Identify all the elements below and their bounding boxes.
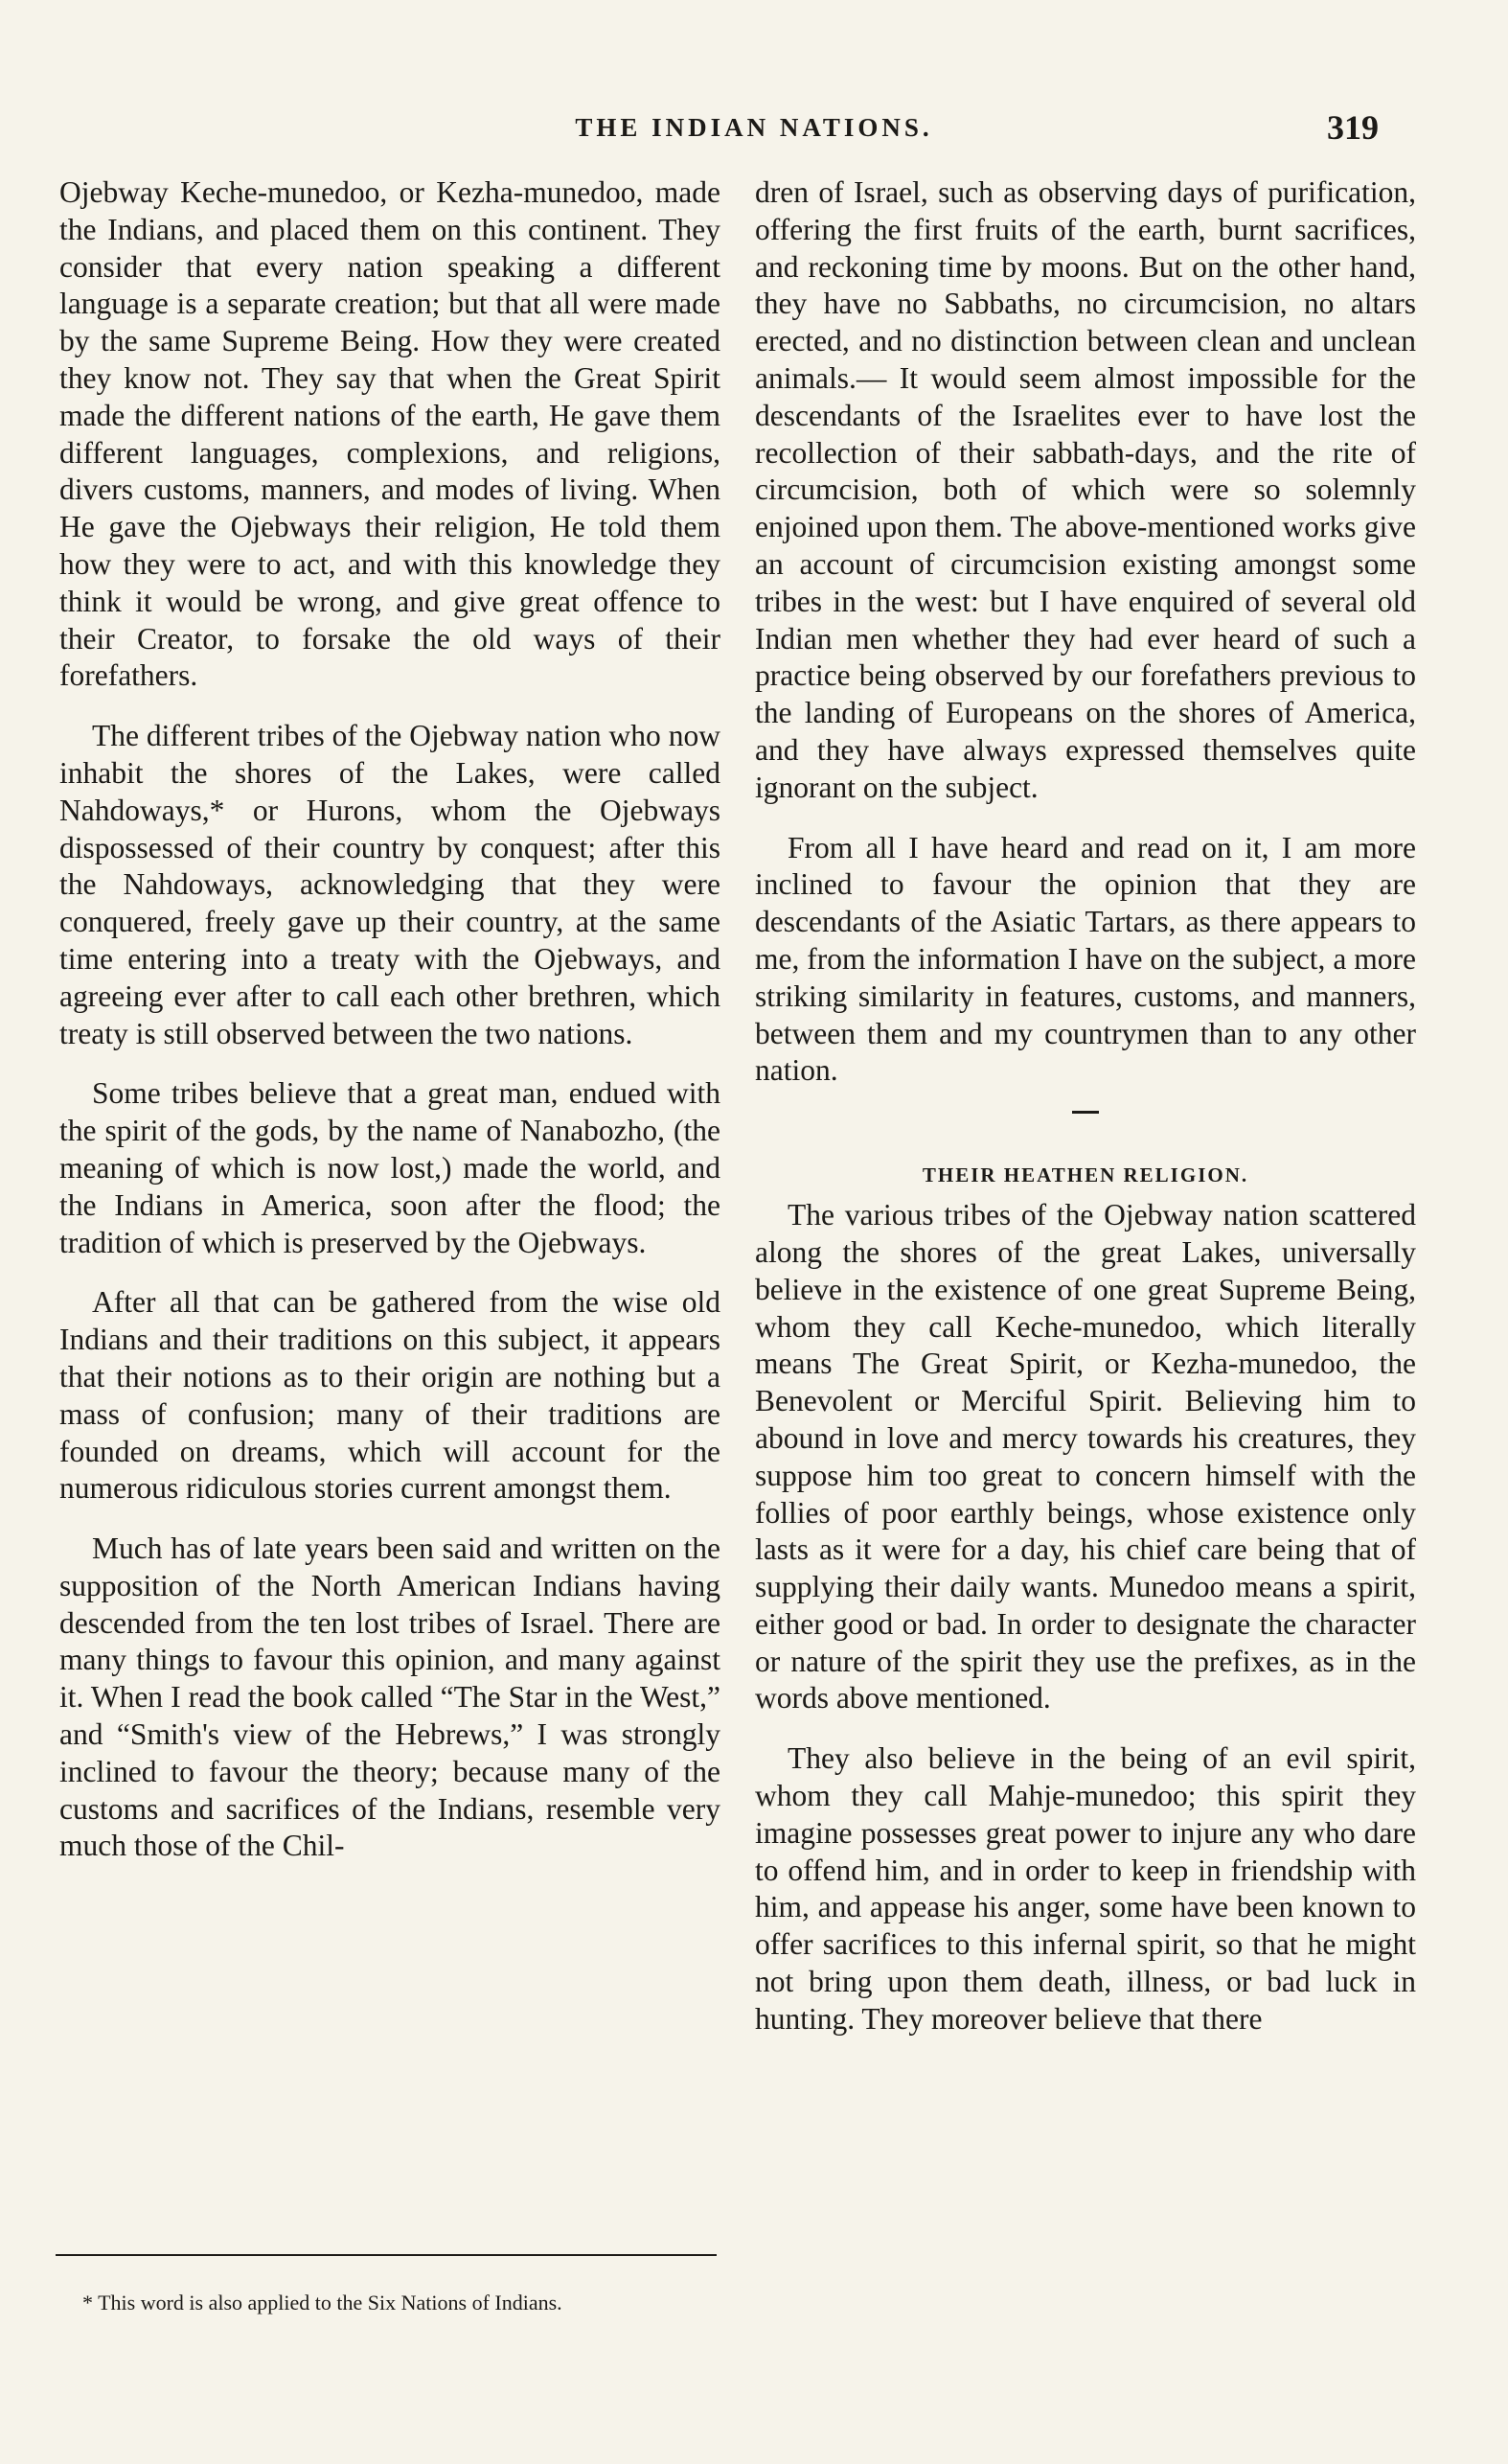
paragraph: From all I have heard and read on it, I am more inclined to favour the opinion that they are descendants of the Asiatic Tartars, as there appears to me, from the information I have on the subject, a more striking similarity in features, customs, and manners, between them and my countrymen than to any other nation.	[755, 830, 1416, 1088]
paragraph: After all that can be gathered from the wise old Indians and their traditions on this subject, it appears that their notions as to their origin are nothing but a mass of confusion; many of their traditions are founded on dreams, which will account for the numerous ridiculous stories current amongst them.	[59, 1285, 720, 1506]
paragraph: Some tribes believe that a great man, endued with the spirit of the gods, by the name of Nanabozho, (the meaning of which is now lost,) made the world, and the Indians in America, soon after the flood; the tradition of which is preserved by the Ojebways.	[59, 1076, 720, 1259]
right-column	[755, 174, 1416, 2038]
section-heading: THEIR HEATHEN RELIGION.	[922, 1163, 1249, 1187]
section-divider	[1072, 1111, 1099, 1114]
page-header	[0, 108, 1508, 161]
paragraph: Much has of late years been said and written on the supposition of the North American Indians having descended from the ten lost tribes of Israel. There are many things to favour this opinion, and many against it. When I read the book called “The Star in the West,” and “Smith's view of the Hebrews,” I was strongly inclined to favour the theory; because many of the customs and sacrifices of the Indians, resemble very much those of the Chil-	[59, 1531, 720, 1863]
paragraph: The different tribes of the Ojebway nation who now inhabit the shores of the Lakes, were called Nahdoways,* or Hurons, whom the Ojebways dispossessed of their country by conquest; after this the Nahdoways, acknowledging that they were conquered, freely gave up their country, at the same time entering into a treaty with the Ojebways, and agreeing ever after to call each other brethren, which treaty is still observed between the two nations.	[59, 719, 720, 1050]
running-head: THE INDIAN NATIONS.	[575, 113, 933, 142]
page-number: 319	[1327, 108, 1379, 147]
paragraph: The various tribes of the Ojebway nation scattered along the shores of the great Lakes, universally believe in the existence of one great Supreme Being, whom they call Keche-munedoo, which literally means The Great Spirit, or Kezha-munedoo, the Benevolent or Merciful Spirit. Believing him to abound in love and mercy towards his creatures, they suppose him too great to concern himself with the follies of poor earthly beings, whose existence only lasts as it were for a day, his chief care being that of supplying their daily wants. Munedoo means a spirit, either good or bad. In order to designate the character or nature of the spirit they use the prefixes, as in the words above mentioned.	[755, 1198, 1416, 1716]
paragraph: dren of Israel, such as observing days of purification, offering the first fruits of the earth, burnt sacrifices, and reckoning time by moons. But on the other hand, they have no Sabbaths, no circumcision, no altars erected, and no distinction between clean and unclean animals.— It would seem almost impossible for the descendants of the Israelites ever to have lost the recollection of their sabbath-days, and the rite of circumcision, both of which were so solemnly enjoined upon them. The above-mentioned works give an account of circumcision existing amongst some tribes in the west: but I have enquired of several old Indian men whether they had ever heard of such a practice being observed by our forefathers previous to the landing of Europeans on the shores of America, and they have always expressed themselves quite ignorant on the subject.	[755, 175, 1416, 804]
paragraph: Ojebway Keche-munedoo, or Kezha-munedoo, made the Indians, and placed them on this continent. They consider that every nation speaking a different language is a separate creation; but that all were made by the same Supreme Being. How they were created they know not. They say that when the Great Spirit made the different nations of the earth, He gave them different languages, complexions, and religions, divers customs, manners, and modes of living. When He gave the Ojebways their religion, He told them how they were to act, and with this knowledge they think it would be wrong, and give great offence to their Creator, to forsake the old ways of their forefathers.	[59, 175, 720, 693]
footnote: * This word is also applied to the Six Nations of Indians.	[82, 2291, 562, 2314]
paragraph: They also believe in the being of an evil spirit, whom they call Mahje-munedoo; this spirit they imagine possesses great power to injure any who dare to offend him, and in order to keep in friendship with him, and appease his anger, some have been known to offer sacrifices to this infernal spirit, so that he might not bring upon them death, illness, or bad luck in hunting. They moreover believe that there	[755, 1741, 1416, 2036]
footnote-rule	[56, 2254, 717, 2256]
left-column	[59, 174, 720, 1865]
